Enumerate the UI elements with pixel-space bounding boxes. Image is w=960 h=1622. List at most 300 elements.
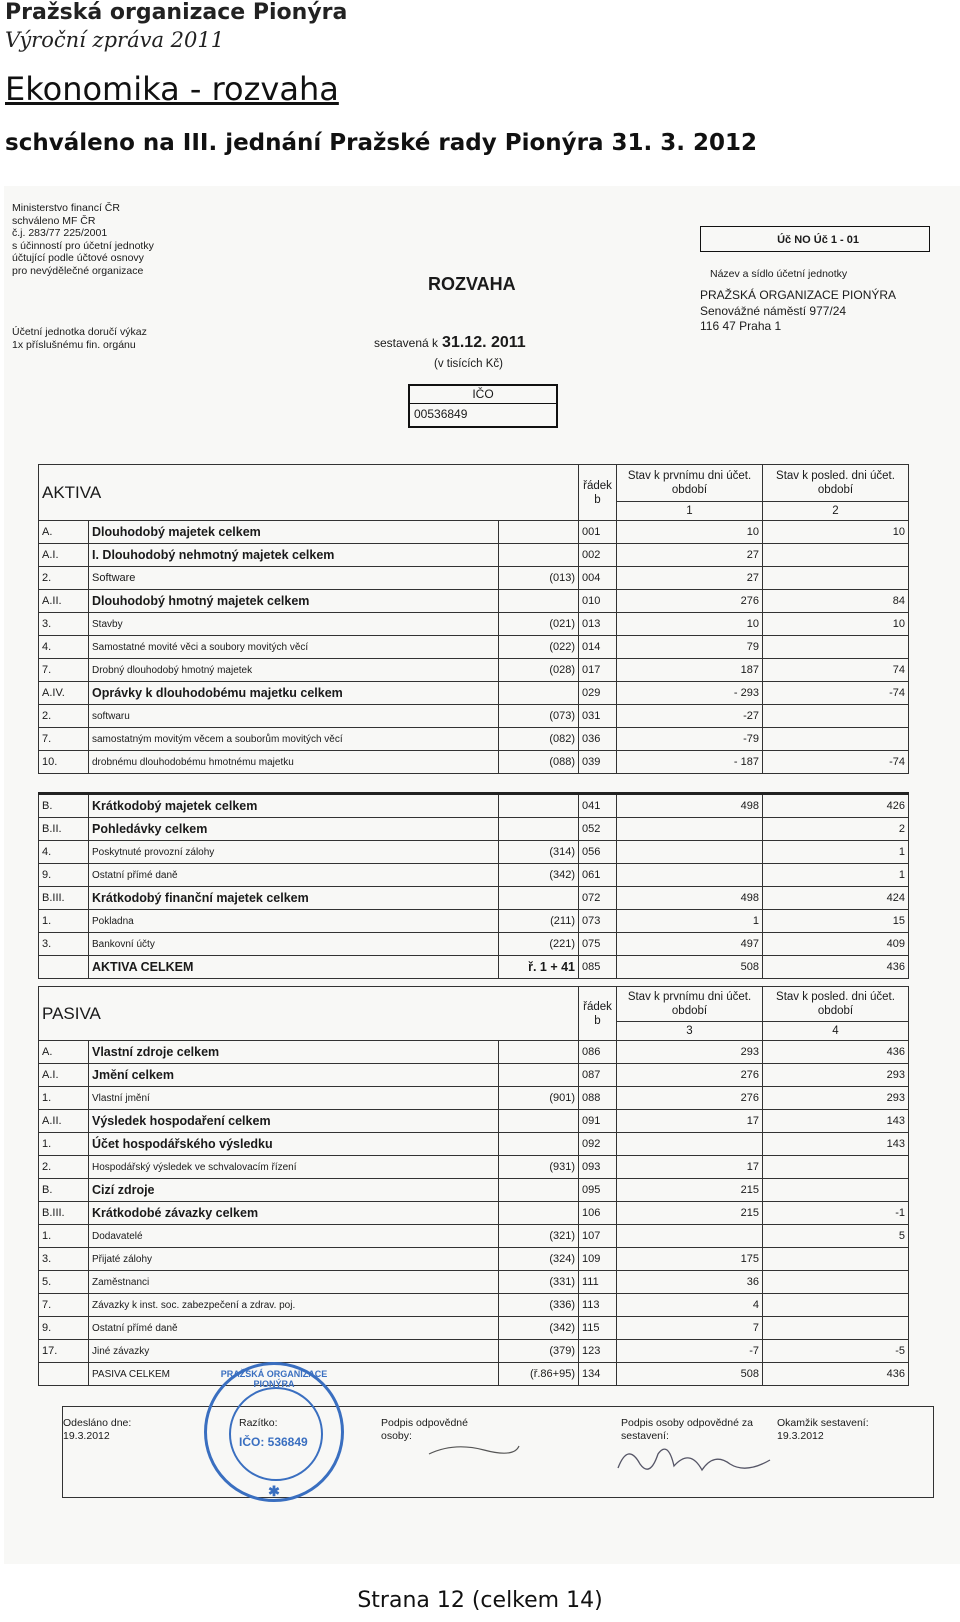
table-row (39, 1156, 909, 1179)
table-row (39, 590, 909, 613)
value-first: 276 (617, 1064, 763, 1087)
first-day-header: Stav k prvnímu dni účet. období (617, 987, 763, 1022)
table-row (39, 864, 909, 887)
row-account (499, 1133, 579, 1156)
row-label: Hospodářský výsledek ve schvalovacím řízení (89, 1156, 499, 1179)
row-number: 029 (579, 682, 617, 705)
value-last: -1 (763, 1202, 909, 1225)
value-last: 10 (763, 613, 909, 636)
row-account (499, 818, 579, 841)
row-account: (379) (499, 1340, 579, 1363)
value-last: 15 (763, 910, 909, 933)
row-account (499, 544, 579, 567)
value-last (763, 544, 909, 567)
row-account (499, 521, 579, 544)
table-row (39, 1133, 909, 1156)
row-number: 115 (579, 1317, 617, 1340)
row-label: Vlastní jmění (89, 1087, 499, 1110)
row-account: (028) (499, 659, 579, 682)
row-label: Pokladna (89, 910, 499, 933)
row-col-label: řádek (583, 479, 612, 492)
value-first: 497 (617, 933, 763, 956)
row-code: 9. (39, 1317, 89, 1340)
row-label: Výsledek hospodaření celkem (89, 1110, 499, 1133)
row-label: softwaru (89, 705, 499, 728)
moment-date: 19.3.2012 (777, 1430, 824, 1442)
last-day-num: 4 (763, 1022, 909, 1041)
row-account: (013) (499, 567, 579, 590)
value-last: 143 (763, 1133, 909, 1156)
row-number: 085 (579, 956, 617, 979)
value-first: 7 (617, 1317, 763, 1340)
row-label: I. Dlouhodobý nehmotný majetek celkem (89, 544, 499, 567)
row-code: 2. (39, 567, 89, 590)
scanned-balance-sheet (4, 186, 960, 1564)
row-number: 036 (579, 728, 617, 751)
row-code: 7. (39, 728, 89, 751)
value-first: 293 (617, 1041, 763, 1064)
row-label: Cizí zdroje (89, 1179, 499, 1202)
table-row (39, 1317, 909, 1340)
unit-note-line: 1x příslušnému fin. orgánu (12, 338, 136, 351)
value-last: -74 (763, 682, 909, 705)
value-first: - 293 (617, 682, 763, 705)
address-line: Senovážné náměstí 977/24 (700, 303, 847, 318)
value-first (617, 1225, 763, 1248)
value-last (763, 1317, 909, 1340)
value-first: 79 (617, 636, 763, 659)
row-col-header (579, 465, 617, 521)
value-last: 436 (763, 1041, 909, 1064)
row-col-sub: b (594, 1014, 601, 1027)
row-account (499, 682, 579, 705)
page-title: Ekonomika - rozvaha (5, 70, 339, 108)
row-code: 1. (39, 1087, 89, 1110)
row-account (499, 590, 579, 613)
value-last: 74 (763, 659, 909, 682)
row-number: 095 (579, 1179, 617, 1202)
row-number: 031 (579, 705, 617, 728)
row-label: Zaměstnanci (89, 1271, 499, 1294)
ministry-line: schváleno MF ČR (12, 214, 96, 227)
value-first: 17 (617, 1110, 763, 1133)
ministry-line: Ministerstvo financí ČR (12, 202, 120, 214)
row-code: 2. (39, 705, 89, 728)
row-account: (211) (499, 910, 579, 933)
row-code: B.III. (39, 1202, 89, 1225)
row-number: 109 (579, 1248, 617, 1271)
row-number: 010 (579, 590, 617, 613)
form-title: ROZVAHA (428, 274, 516, 294)
pasiva-table (38, 986, 909, 1386)
value-first: 187 (617, 659, 763, 682)
table-row (39, 1294, 909, 1317)
value-last (763, 705, 909, 728)
ico-label: IČO (410, 386, 556, 404)
row-code: 10. (39, 751, 89, 774)
row-number: 041 (579, 794, 617, 818)
stamp-inner-ring (229, 1387, 323, 1481)
table-row (39, 1271, 909, 1294)
value-last (763, 1156, 909, 1179)
table-row (39, 751, 909, 774)
aktiva-body (39, 521, 909, 774)
value-last: 84 (763, 590, 909, 613)
row-code: 2. (39, 1156, 89, 1179)
row-label: Krátkodobé závazky celkem (89, 1202, 499, 1225)
value-first: 175 (617, 1248, 763, 1271)
row-account (499, 1202, 579, 1225)
row-account: (221) (499, 933, 579, 956)
value-last: 426 (763, 794, 909, 818)
last-day-header: Stav k posled. dni účet. období (763, 987, 909, 1022)
aktiva-table (38, 464, 909, 774)
row-code: 4. (39, 636, 89, 659)
pasiva-body (39, 1041, 909, 1386)
row-col-header (579, 987, 617, 1041)
units-note: (v tisících Kč) (434, 358, 504, 370)
address-line: PRAŽSKÁ ORGANIZACE PIONÝRA (700, 288, 897, 302)
value-first: 498 (617, 794, 763, 818)
row-code: 7. (39, 1294, 89, 1317)
signature-2 (610, 1434, 780, 1484)
table-row (39, 794, 909, 818)
table-row (39, 682, 909, 705)
row-account (499, 887, 579, 910)
row-number: 092 (579, 1133, 617, 1156)
row-number: 091 (579, 1110, 617, 1133)
ico-box (408, 384, 558, 428)
value-last: 10 (763, 521, 909, 544)
table-row (39, 1225, 909, 1248)
row-account (499, 1064, 579, 1087)
row-number: 001 (579, 521, 617, 544)
row-code: A.II. (39, 1110, 89, 1133)
first-day-num: 3 (617, 1022, 763, 1041)
row-label: Poskytnuté provozní zálohy (89, 841, 499, 864)
row-number: 134 (579, 1363, 617, 1386)
value-last: 1 (763, 841, 909, 864)
row-code: A.II. (39, 590, 89, 613)
stamp-ring-text: PRAŽSKÁ ORGANIZACE PIONÝRA (220, 1369, 328, 1389)
value-first: 215 (617, 1202, 763, 1225)
compiled-date (374, 334, 526, 352)
report-name: Výroční zpráva 2011 (5, 28, 225, 52)
value-last: -74 (763, 751, 909, 774)
aktiva-b-table (38, 792, 909, 979)
row-label: Samostatné movité věci a soubory movitých věcí (89, 636, 499, 659)
value-last: -5 (763, 1340, 909, 1363)
row-account (499, 1110, 579, 1133)
row-account (499, 1041, 579, 1064)
row-label: Přijaté zálohy (89, 1248, 499, 1271)
value-first (617, 1133, 763, 1156)
row-label: Dodavatelé (89, 1225, 499, 1248)
row-number: 113 (579, 1294, 617, 1317)
row-label: Dlouhodobý majetek celkem (89, 521, 499, 544)
value-last: 143 (763, 1110, 909, 1133)
ministry-line: účtující podle účtové osnovy (12, 252, 144, 264)
row-number: 073 (579, 910, 617, 933)
row-account (499, 794, 579, 818)
value-first (617, 864, 763, 887)
value-first: -27 (617, 705, 763, 728)
row-code: A.I. (39, 1064, 89, 1087)
row-account: (088) (499, 751, 579, 774)
row-code: A.I. (39, 544, 89, 567)
row-account: (321) (499, 1225, 579, 1248)
table-row (39, 1110, 909, 1133)
table-row (39, 636, 909, 659)
table-row (39, 1248, 909, 1271)
value-first: 17 (617, 1156, 763, 1179)
aktiva-heading: AKTIVA (39, 465, 579, 521)
row-code: 3. (39, 933, 89, 956)
stamp-ico: IČO: 536849 (239, 1435, 308, 1449)
value-last: 293 (763, 1064, 909, 1087)
row-code: 4. (39, 841, 89, 864)
row-code: 1. (39, 1133, 89, 1156)
table-row (39, 841, 909, 864)
value-first: 27 (617, 567, 763, 590)
row-number: 106 (579, 1202, 617, 1225)
row-code: 17. (39, 1340, 89, 1363)
value-last: 436 (763, 956, 909, 979)
first-day-num: 1 (617, 502, 763, 521)
stamp-label: Razítko: (239, 1417, 278, 1429)
table-row (39, 521, 909, 544)
aktiva-b-body (39, 794, 909, 979)
row-number: 017 (579, 659, 617, 682)
ico-value: 00536849 (414, 407, 468, 421)
organization-name: Pražská organizace Pionýra (5, 0, 348, 25)
row-account: (336) (499, 1294, 579, 1317)
table-row (39, 1041, 909, 1064)
value-first (617, 841, 763, 864)
row-code: B.III. (39, 887, 89, 910)
value-first: 276 (617, 1087, 763, 1110)
ministry-note (12, 202, 212, 277)
value-last: 436 (763, 1363, 909, 1386)
row-label: Stavby (89, 613, 499, 636)
row-account: (901) (499, 1087, 579, 1110)
value-last: 293 (763, 1087, 909, 1110)
row-label: Drobný dlouhodobý hmotný majetek (89, 659, 499, 682)
value-first: -7 (617, 1340, 763, 1363)
value-first: 276 (617, 590, 763, 613)
row-account: (342) (499, 1317, 579, 1340)
moment-block (777, 1417, 869, 1443)
value-last (763, 636, 909, 659)
row-code: 1. (39, 1225, 89, 1248)
row-code: A. (39, 521, 89, 544)
sent-date: 19.3.2012 (63, 1430, 110, 1442)
value-first: 10 (617, 521, 763, 544)
value-first: 4 (617, 1294, 763, 1317)
row-number: 111 (579, 1271, 617, 1294)
value-last (763, 728, 909, 751)
value-first (617, 818, 763, 841)
row-code: A.IV. (39, 682, 89, 705)
row-number: 107 (579, 1225, 617, 1248)
row-code: 7. (39, 659, 89, 682)
value-last: 5 (763, 1225, 909, 1248)
stamp-star-icon: ✱ (268, 1483, 280, 1499)
row-label: Závazky k inst. soc. zabezpečení a zdrav. poj. (89, 1294, 499, 1317)
row-label: Jmění celkem (89, 1064, 499, 1087)
table-row (39, 910, 909, 933)
row-number: 014 (579, 636, 617, 659)
row-label: Krátkodobý finanční majetek celkem (89, 887, 499, 910)
row-number: 087 (579, 1064, 617, 1087)
row-code: A. (39, 1041, 89, 1064)
value-first: 508 (617, 1363, 763, 1386)
value-first: 27 (617, 544, 763, 567)
row-number: 086 (579, 1041, 617, 1064)
row-number: 039 (579, 751, 617, 774)
row-code (39, 1363, 89, 1386)
table-row (39, 544, 909, 567)
row-label: Účet hospodářského výsledku (89, 1133, 499, 1156)
page-number: Strana 12 (celkem 14) (357, 1588, 603, 1613)
row-code: B. (39, 1179, 89, 1202)
table-row (39, 1202, 909, 1225)
unit-address (700, 288, 896, 335)
row-account: (ř.86+95) (499, 1363, 579, 1386)
value-last (763, 1248, 909, 1271)
row-number: 056 (579, 841, 617, 864)
row-label: Vlastní zdroje celkem (89, 1041, 499, 1064)
row-account: (342) (499, 864, 579, 887)
row-account: (021) (499, 613, 579, 636)
ministry-line: pro nevýdělečné organizace (12, 264, 144, 277)
address-line: 116 47 Praha 1 (700, 319, 782, 333)
sign-responsible: Podpis odpovědné osoby: (381, 1417, 468, 1442)
row-number: 088 (579, 1087, 617, 1110)
row-label: Oprávky k dlouhodobému majetku celkem (89, 682, 499, 705)
row-account: (022) (499, 636, 579, 659)
table-row (39, 659, 909, 682)
row-label: drobnému dlouhodobému hmotnému majetku (89, 751, 499, 774)
row-account: (314) (499, 841, 579, 864)
row-number: 061 (579, 864, 617, 887)
row-label: Dlouhodobý hmotný majetek celkem (89, 590, 499, 613)
row-code: 3. (39, 613, 89, 636)
table-row (39, 818, 909, 841)
table-row (39, 567, 909, 590)
value-first: 498 (617, 887, 763, 910)
row-label: AKTIVA CELKEM (89, 956, 499, 979)
row-account: ř. 1 + 41 (499, 956, 579, 979)
row-col-label: řádek (583, 1000, 612, 1013)
table-row (39, 933, 909, 956)
unit-note (12, 326, 147, 351)
last-day-header: Stav k posled. dni účet. období (763, 465, 909, 502)
row-label: Bankovní účty (89, 933, 499, 956)
row-code: 9. (39, 864, 89, 887)
value-last (763, 1179, 909, 1202)
compiled-label: sestavená k (374, 336, 439, 350)
value-first: 1 (617, 910, 763, 933)
row-code: B.II. (39, 818, 89, 841)
table-row (39, 887, 909, 910)
value-first: - 187 (617, 751, 763, 774)
row-account: (082) (499, 728, 579, 751)
sent-label: Odesláno dne: (63, 1417, 132, 1429)
value-last: 2 (763, 818, 909, 841)
first-day-header: Stav k prvnímu dni účet. období (617, 465, 763, 502)
row-number: 013 (579, 613, 617, 636)
row-code: 5. (39, 1271, 89, 1294)
address-caption: Název a sídlo účetní jednotky (710, 268, 848, 280)
row-number: 002 (579, 544, 617, 567)
row-label: samostatným movitým věcem a souborům movitých věcí (89, 728, 499, 751)
row-account: (331) (499, 1271, 579, 1294)
row-number: 052 (579, 818, 617, 841)
ministry-line: č.j. 283/77 225/2001 (12, 227, 108, 239)
value-first: 508 (617, 956, 763, 979)
value-first: 36 (617, 1271, 763, 1294)
row-account: (073) (499, 705, 579, 728)
row-code: 1. (39, 910, 89, 933)
sign-compiler: Podpis osoby odpovědné za sestavení: (621, 1417, 753, 1442)
value-last: 424 (763, 887, 909, 910)
value-last: 1 (763, 864, 909, 887)
table-row (39, 728, 909, 751)
row-account (499, 1179, 579, 1202)
row-label: Krátkodobý majetek celkem (89, 794, 499, 818)
unit-note-line: Účetní jednotka doručí výkaz (12, 326, 147, 338)
value-last (763, 1294, 909, 1317)
row-number: 004 (579, 567, 617, 590)
row-label: PASIVA CELKEM (89, 1363, 499, 1386)
last-day-num: 2 (763, 502, 909, 521)
row-code: 3. (39, 1248, 89, 1271)
sent-block (63, 1417, 131, 1443)
value-first: -79 (617, 728, 763, 751)
row-label: Jiné závazky (89, 1340, 499, 1363)
compiled-date-value: 31.12. 2011 (442, 334, 526, 351)
row-number: 123 (579, 1340, 617, 1363)
row-label: Software (89, 567, 499, 590)
row-col-sub: b (594, 493, 601, 506)
signature-1 (424, 1432, 524, 1462)
row-code (39, 956, 89, 979)
value-first: 10 (617, 613, 763, 636)
row-label: Ostatní přímé daně (89, 1317, 499, 1340)
table-row (39, 1340, 909, 1363)
form-code: Úč NO Úč 1 - 01 (700, 226, 930, 252)
moment-label: Okamžik sestavení: (777, 1417, 869, 1429)
row-number: 093 (579, 1156, 617, 1179)
round-stamp (204, 1362, 344, 1502)
row-account: (324) (499, 1248, 579, 1271)
value-first: 215 (617, 1179, 763, 1202)
value-last (763, 1271, 909, 1294)
table-row (39, 705, 909, 728)
row-code: B. (39, 794, 89, 818)
table-row (39, 1363, 909, 1386)
row-label: Ostatní přímé daně (89, 864, 499, 887)
pasiva-heading: PASIVA (39, 987, 579, 1041)
value-last: 409 (763, 933, 909, 956)
table-row (39, 613, 909, 636)
value-last (763, 567, 909, 590)
table-row (39, 956, 909, 979)
row-number: 072 (579, 887, 617, 910)
row-label: Pohledávky celkem (89, 818, 499, 841)
row-number: 075 (579, 933, 617, 956)
